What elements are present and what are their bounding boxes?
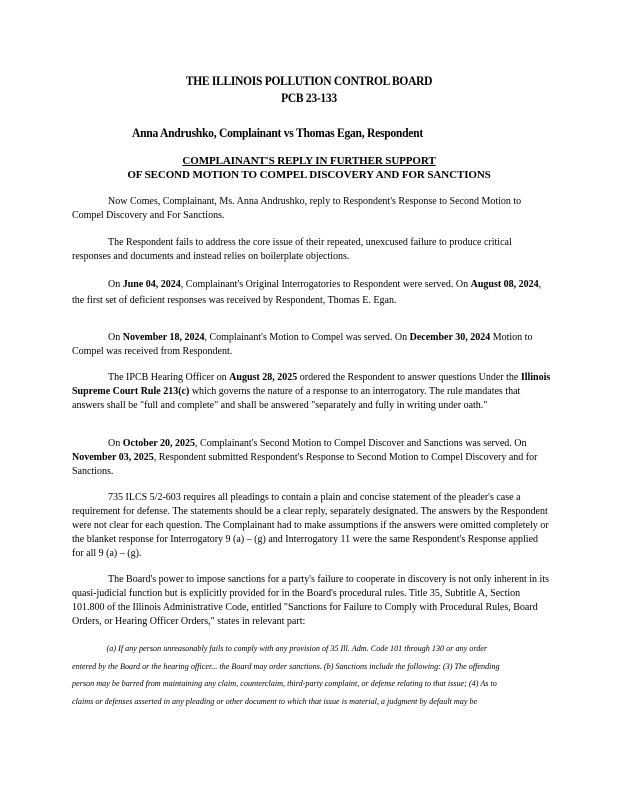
- text-span: , Complainant's Original Interrogatories to Respondent were served. On: [180, 279, 471, 290]
- paragraph-board-sanctions-text: The Board's power to impose sanctions for a party's failure to cooperate in discovery is not only inherent in its quasi-judicial function but is explicitly provided for in the Board's procedural rules. Title 35, Subtitle A, Section 101.800 of the Illinois Administrative Code, entitled "Sanctions for Failure to Comply with Procedural Rules, Board Orders, or Hearing Officer Orders," states in relevant part:: [72, 574, 549, 627]
- block-quote-sanctions-rule: [72, 640, 504, 710]
- paragraph-hearing-officer-order: [72, 371, 552, 413]
- text-span: , Complainant's Motion to Compel was served. On: [204, 332, 410, 343]
- paragraph-second-motion: [72, 437, 552, 479]
- paragraph-motion-to-compel: [72, 331, 552, 359]
- text-span: ordered the Respondent to answer questions Under the: [297, 372, 521, 383]
- text-span: , the first set of deficient responses was received by Respondent, Thomas E. Egan.: [72, 279, 542, 306]
- block-quote-text: (a) If any person unreasonably fails to comply with any provision of 35 Ill. Adm. Code 101 through 130 or any order entered by the Board or the hearing officer... the Board may order sanctions. (b) Sanctions include the following: (3) The offending person may be barred from maintaining any claim, counterclaim, third-party complaint, or defense relating to that issue; (4) As to claims or defenses asserted in any pleading or other document to which that issue is material, a judgment by default may be: [72, 643, 500, 706]
- document-title-line-1: COMPLAINANT'S REPLY IN FURTHER SUPPORT: [182, 155, 436, 167]
- paragraph-intro: [72, 195, 552, 223]
- date-second-motion: October 20, 2025: [122, 438, 196, 449]
- date-served: June 04, 2024: [122, 279, 181, 290]
- case-number: PCB 23-133: [281, 91, 337, 105]
- date-order: August 28, 2025: [229, 372, 298, 383]
- text-span: The IPCB Hearing Officer on: [108, 372, 230, 383]
- paragraph-core-issue: [72, 236, 552, 264]
- paragraph-pleadings-statute: [72, 491, 552, 561]
- date-motion-received: December 30, 2024: [409, 332, 491, 343]
- date-motion-served: November 18, 2024: [122, 332, 205, 343]
- text-span: On: [108, 279, 123, 290]
- text-span: which governs the nature of a response to an interrogatory. The rule mandates that answers shall be "full and complete" and shall be answered "separately and fully in writing under oath.": [72, 386, 521, 411]
- text-span: On: [108, 332, 123, 343]
- text-span: , Complainant's Second Motion to Compel Discover and Sanctions was served. On: [195, 438, 527, 449]
- paragraph-core-issue-text: The Respondent fails to address the core issue of their repeated, unexcused failure to produce critical responses and documents and instead relies on boilerplate objections.: [72, 237, 512, 262]
- parties-line: Anna Andrushko, Complainant vs Thomas Egan, Respondent: [132, 126, 423, 140]
- text-span: On: [108, 438, 123, 449]
- board-heading: THE ILLINOIS POLLUTION CONTROL BOARD: [185, 74, 433, 88]
- paragraph-pleadings-statute-text: 735 ILCS 5/2-603 requires all pleadings to contain a plain and concise statement of the pleader's case a requirement for defense. The statements should be a clear reply, separately designated. The answers by the Respondent were not clear for each question. The Complainant had to make assumptions if the answers were omitted completely or the blanket response for Interrogatory 9 (a) – (g) and Interrogatory 11 were the same Respondent's Response applied for all 9 (a) – (g).: [72, 492, 549, 559]
- paragraph-interrogatories-timeline: [72, 277, 552, 309]
- paragraph-board-sanctions: [72, 573, 552, 629]
- date-received: August 08, 2024: [470, 279, 539, 290]
- text-span: , Respondent submitted Respondent's Response to Second Motion to Compel Discovery and for Sanctions.: [72, 452, 538, 477]
- paragraph-intro-text: Now Comes, Complainant, Ms. Anna Andrushko, reply to Respondent's Response to Second Motion to Compel Discovery and For Sanctions.: [72, 196, 522, 221]
- date-response: November 03, 2025: [72, 452, 154, 463]
- text-span: Motion to Compel was received from Respondent.: [72, 332, 533, 357]
- rule-reference: Illinois Supreme Court Rule 213(c): [72, 372, 551, 397]
- document-title-line-2: OF SECOND MOTION TO COMPEL DISCOVERY AND FOR SANCTIONS: [127, 169, 491, 181]
